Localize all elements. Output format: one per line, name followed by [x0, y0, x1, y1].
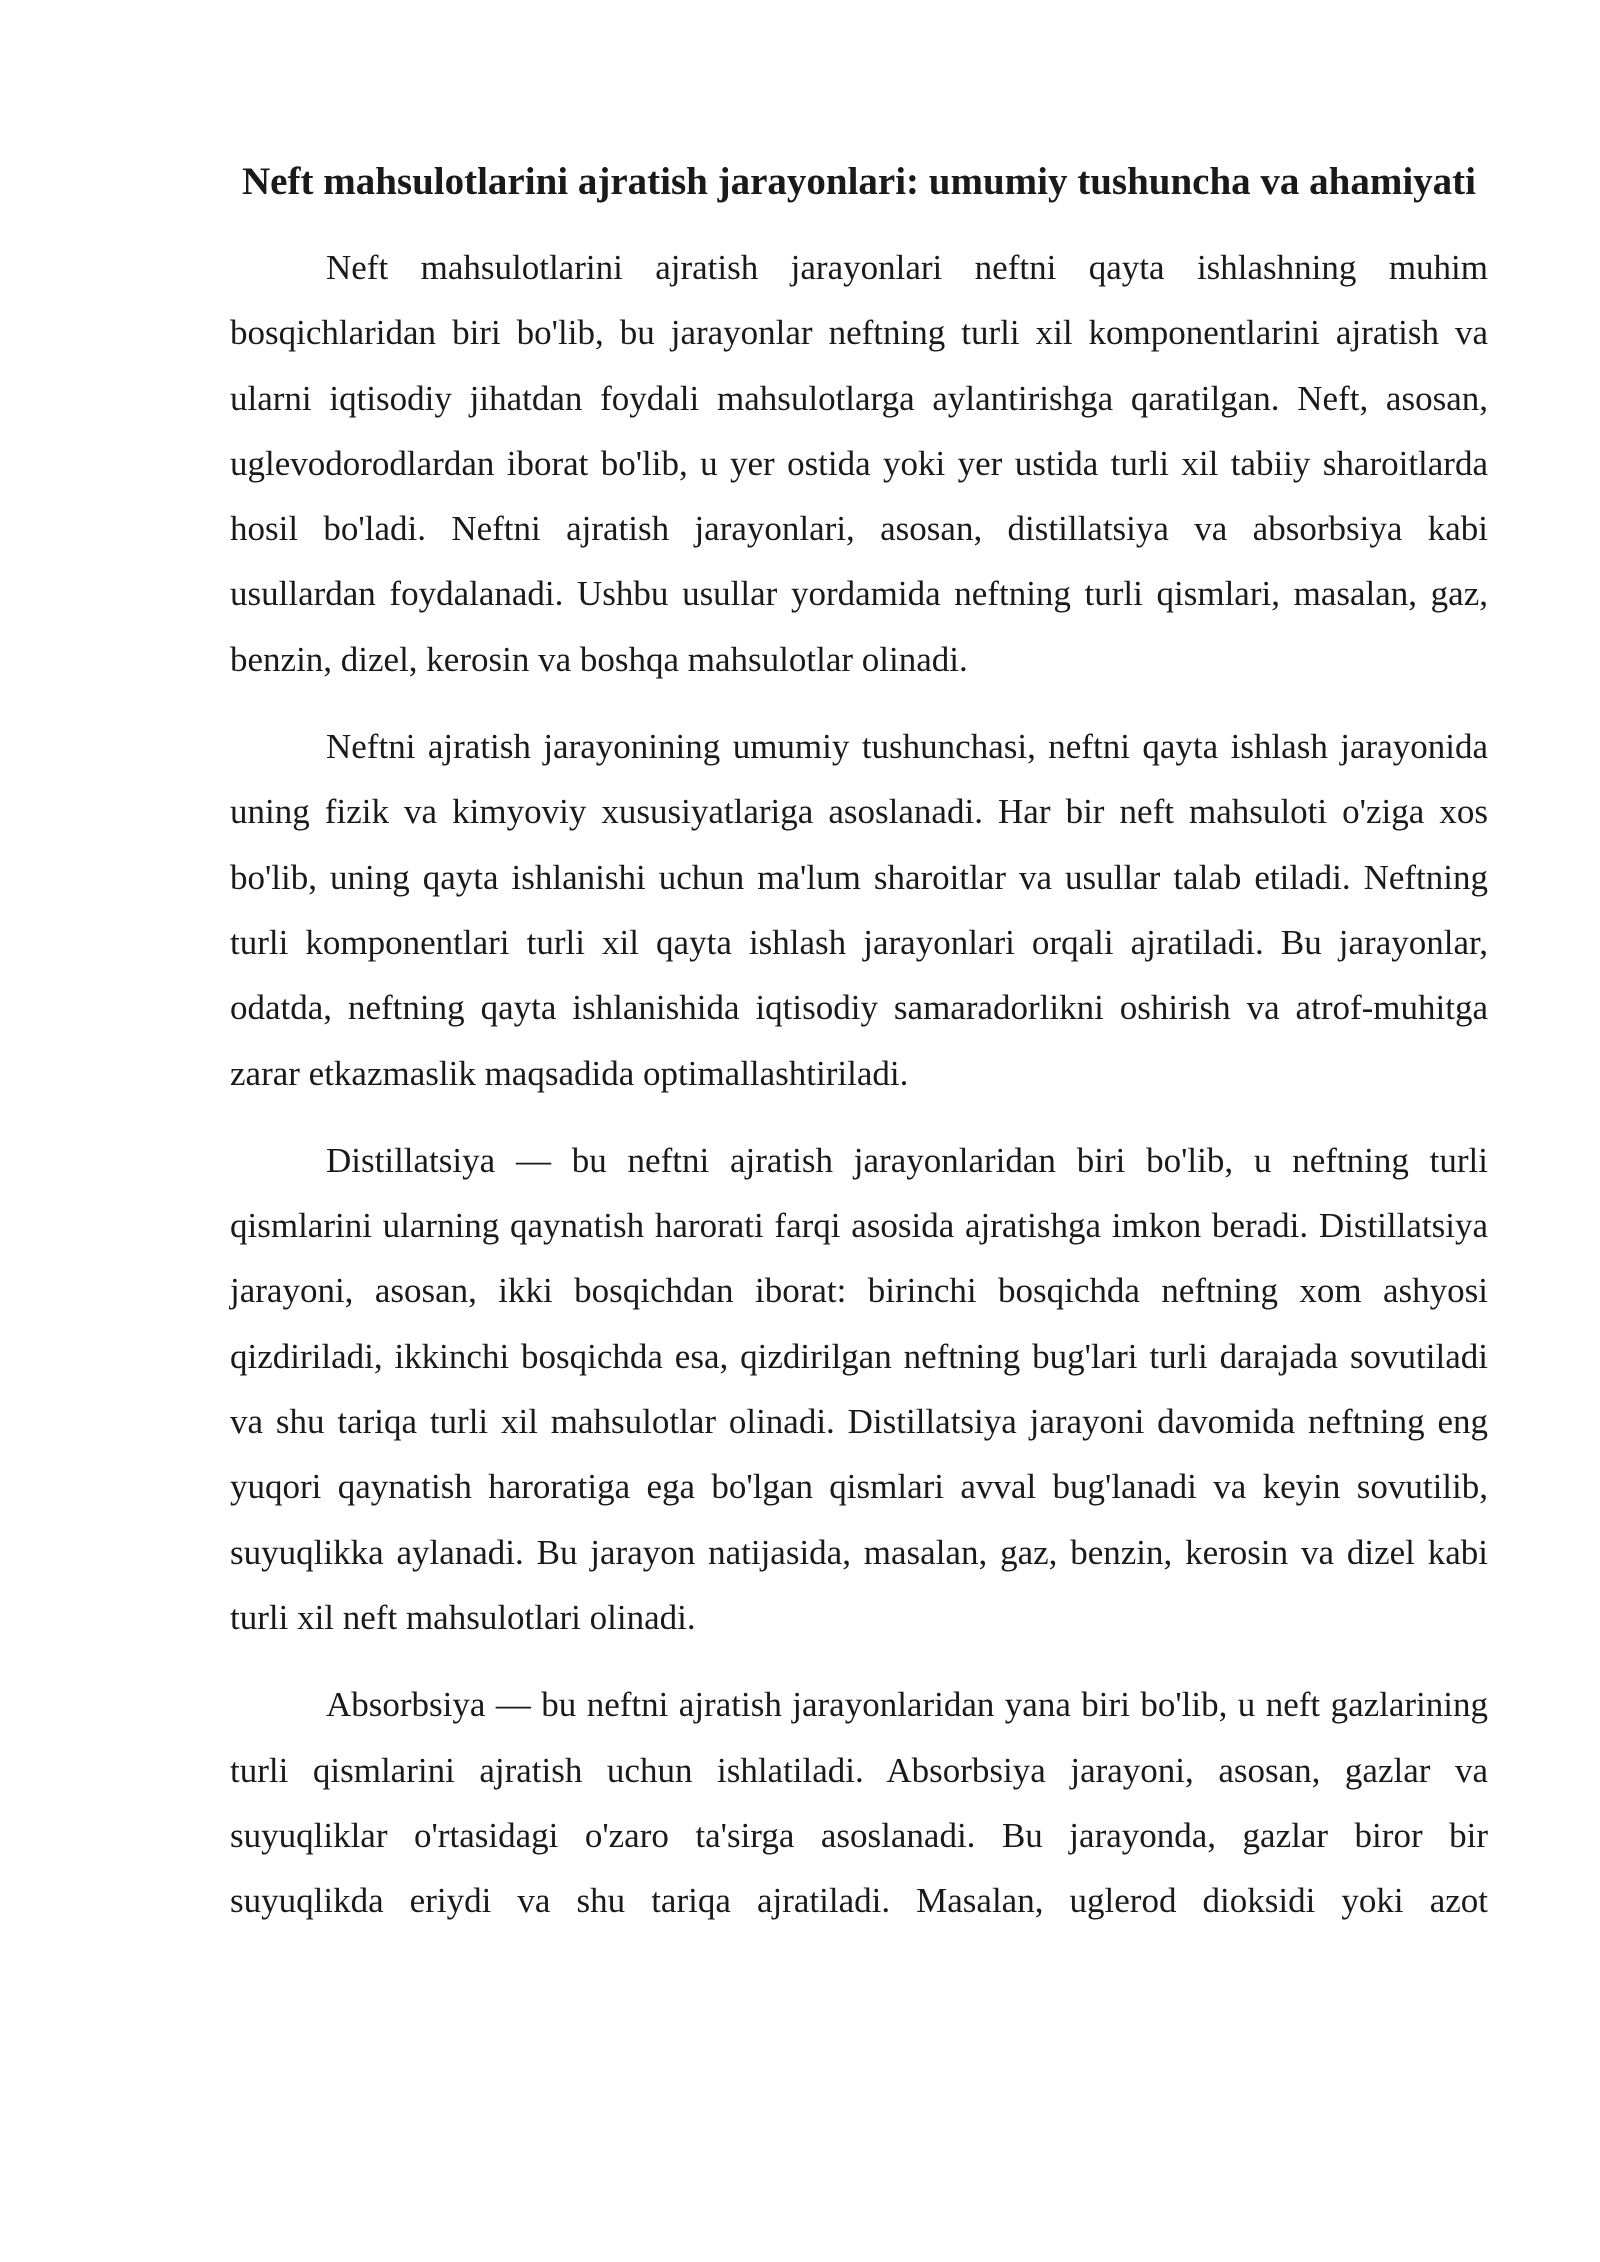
document-title: Neft mahsulotlarini ajratish jarayonlari: umumiy tushuncha va ahamiyati	[242, 160, 1476, 203]
paragraph-absorption: Absorbsiya — bu neftni ajratish jarayonlaridan yana biri bo'lib, u neft gazlarining turli qismlarini ajratish uchun ishlatiladi. Absorbsiya jarayoni, asosan, gazlar va suyuqliklar o'rtasidagi o'zaro ta'sirga asoslanadi. Bu jarayonda, gazlar biror bir suyuqlikda eriydi va shu tariqa ajratiladi. Masalan, uglerod dioksidi yoki azot	[230, 1685, 1488, 1921]
paragraph-intro: Neft mahsulotlarini ajratish jarayonlari neftni qayta ishlashning muhim bosqichlaridan biri bo'lib, bu jarayonlar neftning turli xil komponentlarini ajratish va ularni iqtisodiy jihatdan foydali mahsulotlarga aylantirishga qaratilgan. Neft, asosan, uglevodorodlardan iborat bo'lib, u yer ostida yoki yer ustida turli xil tabiiy sharoitlarda hosil bo'ladi. Neftni ajratish jarayonlari, asosan, distillatsiya va absorbsiya kabi usullardan foydalanadi. Ushbu usullar yordamida neftning turli qismlari, masalan, gaz, benzin, dizel, kerosin va boshqa mahsulotlar olinadi.	[230, 248, 1488, 679]
paragraph-general-concept: Neftni ajratish jarayonining umumiy tushunchasi, neftni qayta ishlash jarayonida uning fizik va kimyoviy xususiyatlariga asoslanadi. Har bir neft mahsuloti o'ziga xos bo'lib, uning qayta ishlanishi uchun ma'lum sharoitlar va usullar talab etiladi. Neftning turli komponentlari turli xil qayta ishlash jarayonlari orqali ajratiladi. Bu jarayonlar, odatda, neftning qayta ishlanishida iqtisodiy samaradorlikni oshirish va atrof-muhitga zarar etkazmaslik maqsadida optimallashtiriladi.	[230, 727, 1488, 1093]
document-body	[230, 145, 1488, 1955]
paragraph-distillation: Distillatsiya — bu neftni ajratish jarayonlaridan biri bo'lib, u neftning turli qismlarini ularning qaynatish harorati farqi asosida ajratishga imkon beradi. Distillatsiya jarayoni, asosan, ikki bosqichdan iborat: birinchi bosqichda neftning xom ashyosi qizdiriladi, ikkinchi bosqichda esa, qizdirilgan neftning bug'lari turli darajada sovutiladi va shu tariqa turli xil mahsulotlar olinadi. Distillatsiya jarayoni davomida neftning eng yuqori qaynatish haroratiga ega bo'lgan qismlari avval bug'lanadi va keyin sovutilib, suyuqlikka aylanadi. Bu jarayon natijasida, masalan, gaz, benzin, kerosin va dizel kabi turli xil neft mahsulotlari olinadi.	[230, 1140, 1488, 1637]
